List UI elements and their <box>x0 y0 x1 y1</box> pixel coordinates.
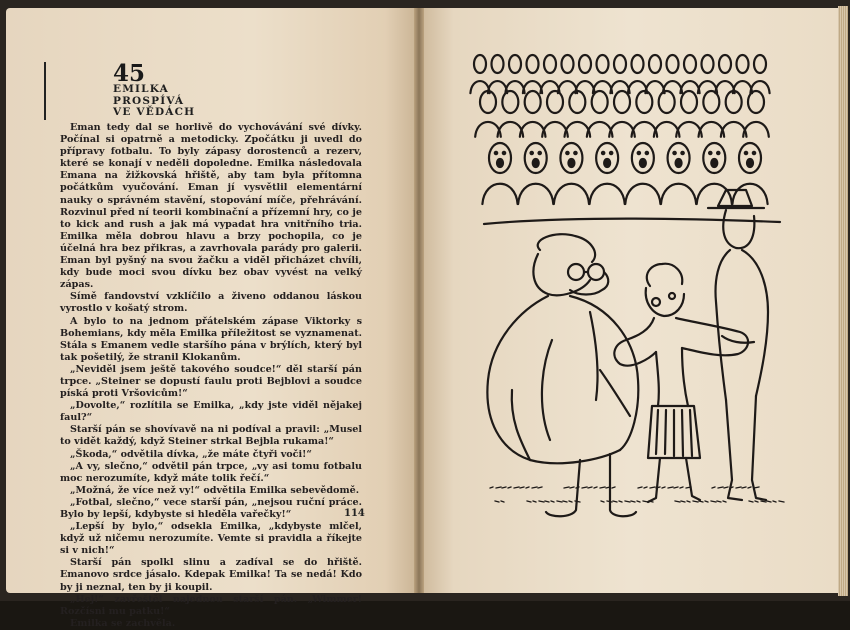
paragraph: „Neviděl jsem ještě takového soudce!“ děl starší pán trpce. „Steiner se dopustí faulu proti Bejblovi a soudce píská proti Vršovicům!“ <box>60 363 362 400</box>
chapter-rule <box>44 62 46 120</box>
paragraph: A bylo to na jednom přátelském zápase Viktorky s Bohemians, kdy měla Emilka příležitost se vyznamenat. Stála s Emanem vedle staršího pána v brýlích, který byl tak pošetilý, že stranil Klokanům. <box>60 315 362 363</box>
paragraph: Emilka se zachvěla. <box>70 617 176 629</box>
paragraph: Starší pán se shovívavě na ni podíval a pravil: „Musel to vidět každý, když Steiner strkal Bejbla rukama!“ <box>60 424 362 448</box>
paragraph: Símě fandovství vzklíčilo a živeno oddanou láskou vyrostlo v košatý strom. <box>60 291 362 315</box>
chapter-body <box>60 122 362 630</box>
paragraph: „Fotbal, slečno,“ vece starší pán, „nejsou ruční práce. Bylo by lepší, kdybyste si hleděla vařečky!“ <box>60 496 362 520</box>
page-edges <box>838 6 848 596</box>
chapter-number: 45 <box>113 60 146 87</box>
paragraph: „Hej!“ zavřeštěl najednou starší pán. „Wimmer! Rozčísni mu patku!“ <box>60 593 362 617</box>
young-man-drawing <box>708 190 768 500</box>
paragraph: „Možná, že více než vy!“ odvětila Emilka sebevědomě. <box>70 484 360 496</box>
paragraph: Eman tedy dal se horlivě do vychovávání své dívky. Počínal si opatrně a metodicky. Zpočátku ji uvedl do přípravy fotbalu. To byly zápasy dorostenců a rezerv, které se konají v neděli dopoledne. Emilka následovala Emana na žižkovská hřiště, aby tam byla přítomna počátkům vyučování. Eman jí vysvětlil elementární nauky o správném stavění, stopování míče, přehrávání. Rozvinul před ní teorii kombinační a přízemní hry, co je to kick and rush a jak má vypadat hra vnitřního tria. Emilka měla dobrou hlavu a brzy pochopila, co je účelná hra bez přikras, a zavrhovala parády pro galerii. Eman byl pyšný na svou žačku a viděl přicházet chvíli, kdy bude moci svou dívku bez obav vyvést na velký zápas. <box>60 122 362 291</box>
paragraph: „A vy, slečno,“ odvětil pán trpce, „vy asi tomu fotbalu moc nerozumíte, když máte tolik řečí.“ <box>60 460 362 484</box>
page-number: 114 <box>344 508 365 519</box>
chapter-title <box>113 84 195 119</box>
crowd-and-couple-drawing-icon <box>460 40 800 520</box>
chapter-title-line: PROSPÍVÁ <box>113 94 185 107</box>
woman-drawing <box>614 264 748 502</box>
old-man-drawing <box>487 234 638 516</box>
paragraph: Starší pán spolkl slinu a zadíval se do hřiště. Emanovo srdce jásalo. Kdepak Emilka! Ta se nedá! Kdo by ji neznal, ten by ji koupil. <box>60 557 362 593</box>
paragraph: „Škoda,“ odvětila dívka, „že máte čtyři voči!“ <box>70 448 312 460</box>
chapter-title-line: VE VĚDÁCH <box>113 106 196 118</box>
book-gutter <box>414 8 424 593</box>
chapter-title-line: EMILKA <box>113 83 169 95</box>
crowd-drawing <box>470 55 780 224</box>
paragraph: „Lepší by bylo,“ odsekla Emilka, „kdybyste mlčel, když už ničemu nerozumíte. Vemte si pravidla a říkejte si v nich!“ <box>60 521 362 557</box>
paragraph: „Dovolte,“ rozlítila se Emilka, „kdy jste viděl nějakej faul?“ <box>60 400 362 424</box>
